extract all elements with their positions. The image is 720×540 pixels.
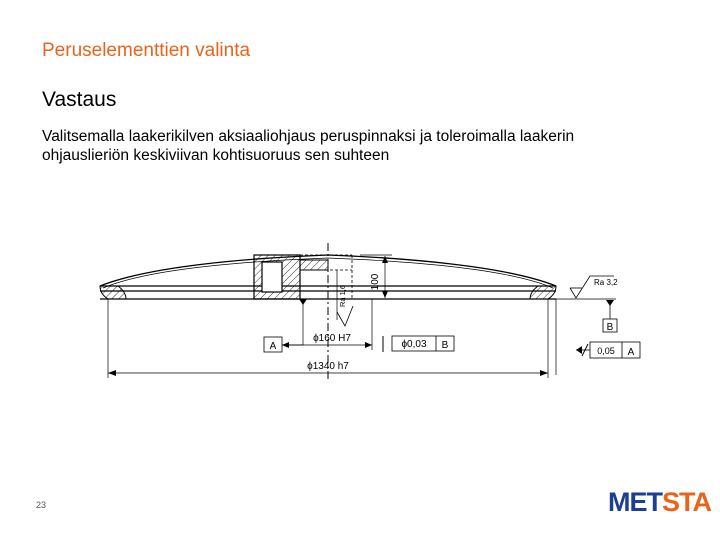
metsta-logo <box>608 487 711 518</box>
slide-body-text: Valitsemalla laakerikilven aksiaaliohjaus peruspinnaksi ja toleroimalla laakerin ohjauslieriön keskiviivan kohtisuoruus sen suhteen <box>42 128 575 164</box>
outer-diameter-dimension: ϕ1340 h7 <box>307 361 349 372</box>
bore-dimension: ϕ160 H7 <box>313 333 351 344</box>
fcf-perp-tolerance: 0,05 <box>597 346 615 356</box>
logo-part-met: MET <box>608 487 662 517</box>
dim-100-label: 100 <box>370 273 381 291</box>
fcf-coaxial-datum: B <box>441 340 449 351</box>
inner-roughness-label: Ra 1,6 <box>338 284 347 308</box>
page-number: 23 <box>36 500 47 510</box>
fcf-coaxial-tolerance: ϕ0,03 <box>401 339 427 350</box>
right-flange <box>530 286 556 299</box>
roughness-label: Ra 3,2 <box>594 278 618 287</box>
slide-subtitle: Peruselementtien valinta <box>42 40 251 61</box>
left-flange <box>100 286 126 299</box>
datum-a-label: A <box>269 341 277 352</box>
fcf-perp-datum: A <box>627 347 635 358</box>
logo-part-sta: STA <box>662 487 711 517</box>
slide-heading: Vastaus <box>42 88 117 111</box>
datum-b-label: B <box>606 322 614 333</box>
